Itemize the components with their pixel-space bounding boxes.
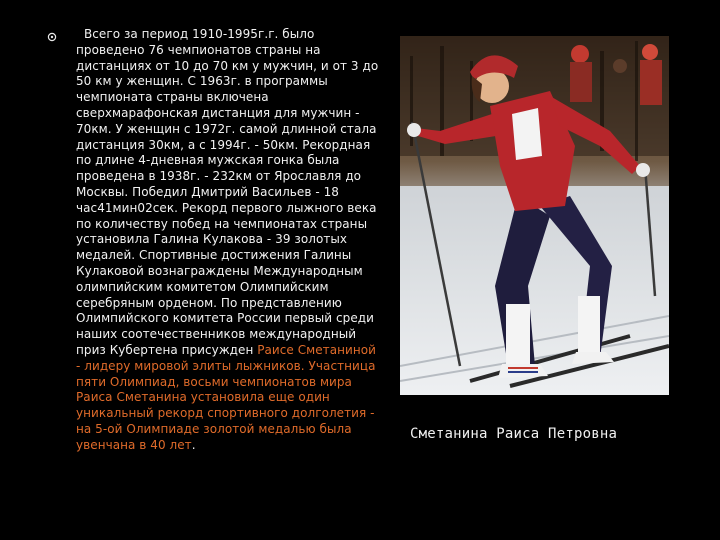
body-text-end: . [191,437,196,452]
skier-photo-illustration [400,36,669,395]
photo-caption: Сметанина Раиса Петровна [410,426,618,442]
body-paragraph [76,27,382,454]
circle-bullet-icon-glyph [47,32,57,42]
skier-photo [400,36,669,395]
circle-bullet-icon [47,32,57,42]
body-text-highlight: Раисе Сметаниной - лидеру мировой элиты лыжников. Участница пяти Олимпиад, восьми чемпионатов мира Раиса Сметанина установила еще один уникальный рекорд спортивного долголетия - на 5-ой Олимпиаде золотой медалью была увенчана в 40 лет [76,342,377,452]
body-text-main: Всего за период 1910-1995г.г. было проведено 76 чемпионатов страны на дистанциях от 10 до 70 км у мужчин, и от 3 до 50 км у женщин. С 1963г. в программы чемпионата страны включена сверхмарафонская дистанция для мужчин - 70км. У женщин с 1972г. самой длинной стала дистанция 30км, а с 1994г. - 50км. Рекордная по длине 4-дневная мужская гонка была проведена в 1938г. - 232км от Ярославля до Москвы. Победил Дмитрий Васильев - 18 час41мин02сек. Рекорд первого лыжного века по количеству побед на чемпионатах страны установила Галина Кулакова - 39 золотых медалей. Спортивные достижения Галины Кулаковой вознаграждены Международным олимпийским комитетом Олимпийским серебряным орденом. По представлению Олимпийского комитета России первый среди наших соотечественников международный приз Кубертена присужден [76,27,379,357]
